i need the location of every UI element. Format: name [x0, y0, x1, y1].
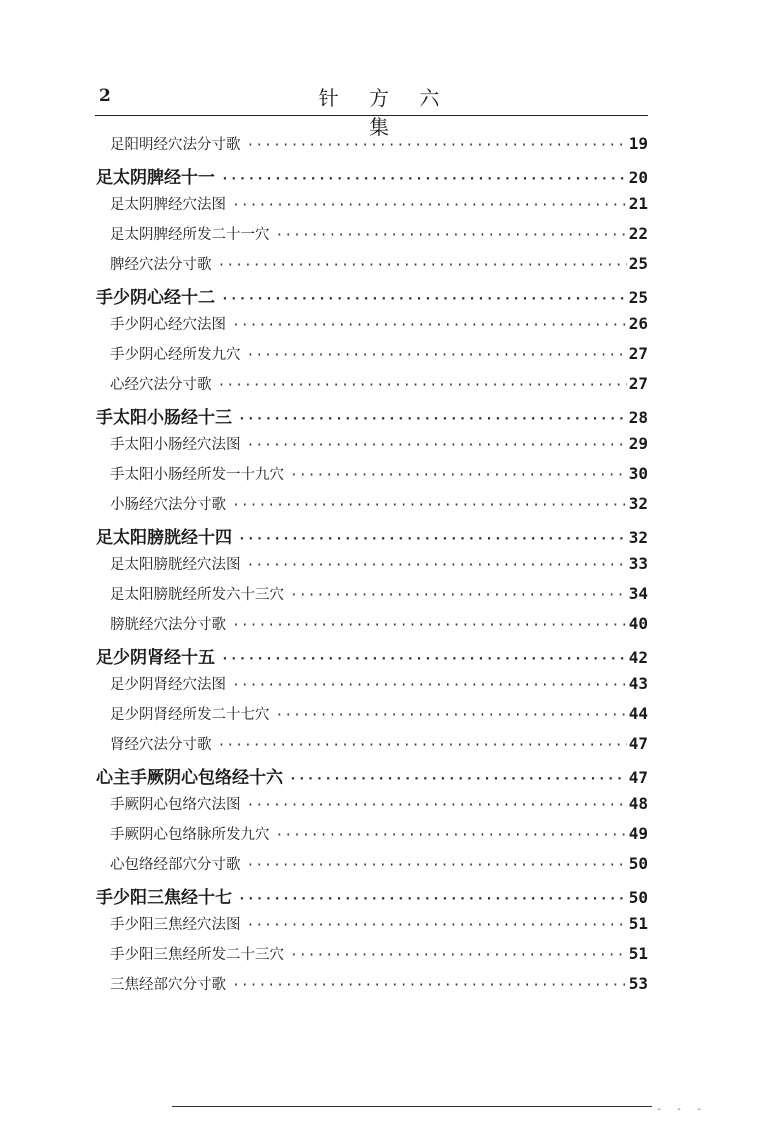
dot-leader: [221, 172, 627, 187]
toc-entry-label: 心包络经部穴分寸歌: [110, 857, 241, 873]
toc-section-entry: [96, 583, 648, 613]
header-rule: [95, 115, 648, 116]
dot-leader: [290, 468, 627, 483]
toc-section-entry: [96, 973, 648, 1003]
dot-leader: [276, 708, 627, 723]
toc-entry-label: 足阳明经穴法分寸歌: [110, 137, 241, 153]
toc-section-entry: [96, 433, 648, 463]
dot-leader: [232, 618, 627, 633]
dot-leader: [218, 378, 627, 393]
toc-entry-page: 19: [628, 134, 648, 153]
dot-leader: [276, 828, 627, 843]
toc-section-entry: [96, 673, 648, 703]
toc-entry-page: 47: [628, 734, 648, 753]
toc-section-entry: [96, 733, 648, 763]
toc-section-entry: [96, 133, 648, 163]
toc-entry-label: 手少阴心经所发九穴: [110, 347, 241, 363]
toc-chapter-entry: [96, 523, 648, 553]
toc-entry-label: 手太阳小肠经十三: [96, 408, 232, 428]
dot-leader: [221, 652, 627, 667]
toc-entry-label: 足少阴肾经穴法图: [110, 677, 226, 693]
toc-entry-label: 心经穴法分寸歌: [110, 377, 212, 393]
toc-section-entry: [96, 343, 648, 373]
toc-section-entry: [96, 823, 648, 853]
toc-entry-label: 心主手厥阴心包络经十六: [96, 768, 283, 788]
toc-entry-label: 足太阳膀胱经所发六十三穴: [110, 587, 284, 603]
toc-entry-page: 20: [628, 168, 648, 187]
dot-leader: [238, 532, 627, 547]
toc-entry-page: 32: [628, 528, 648, 547]
toc-entry-page: 44: [628, 704, 648, 723]
page-number: 2: [99, 86, 111, 106]
toc-entry-label: 三焦经部穴分寸歌: [110, 977, 226, 993]
toc-entry-page: 51: [628, 914, 648, 933]
toc-entry-label: 足太阳膀胱经穴法图: [110, 557, 241, 573]
toc-entry-label: 膀胱经穴法分寸歌: [110, 617, 226, 633]
running-title: 针 方 六 集: [318, 86, 452, 139]
dot-leader: [232, 198, 627, 213]
toc-entry-label: 手少阴心经穴法图: [110, 317, 226, 333]
toc-entry-page: 25: [628, 254, 648, 273]
dot-leader: [247, 558, 627, 573]
dot-leader: [247, 138, 627, 153]
dot-leader: [289, 772, 627, 787]
toc-entry-label: 足太阴脾经十一: [96, 168, 215, 188]
toc-entry-page: 27: [628, 344, 648, 363]
toc-section-entry: [96, 943, 648, 973]
toc-entry-page: 29: [628, 434, 648, 453]
toc-entry-page: 49: [628, 824, 648, 843]
toc-entry-page: 32: [628, 494, 648, 513]
toc-section-entry: [96, 313, 648, 343]
toc-entry-page: 43: [628, 674, 648, 693]
toc-chapter-entry: [96, 763, 648, 793]
toc-entry-label: 手少阳三焦经所发二十三穴: [110, 947, 284, 963]
toc-chapter-entry: [96, 283, 648, 313]
toc-entry-page: 22: [628, 224, 648, 243]
toc-entry-label: 足少阴肾经所发二十七穴: [110, 707, 270, 723]
toc-section-entry: [96, 493, 648, 523]
toc-entry-page: 33: [628, 554, 648, 573]
toc-section-entry: [96, 253, 648, 283]
toc-entry-label: 脾经穴法分寸歌: [110, 257, 212, 273]
toc-entry-label: 足太阴脾经所发二十一穴: [110, 227, 270, 243]
dot-leader: [247, 348, 627, 363]
toc-entry-page: 26: [628, 314, 648, 333]
dot-leader: [290, 588, 627, 603]
toc-section-entry: [96, 193, 648, 223]
toc-entry-label: 肾经穴法分寸歌: [110, 737, 212, 753]
toc-section-entry: [96, 373, 648, 403]
toc-section-entry: [96, 793, 648, 823]
toc-section-entry: [96, 463, 648, 493]
table-of-contents: [96, 133, 648, 1003]
dot-leader: [232, 978, 627, 993]
dot-leader: [221, 292, 627, 307]
dot-leader: [247, 918, 627, 933]
toc-entry-page: 21: [628, 194, 648, 213]
toc-chapter-entry: [96, 403, 648, 433]
toc-entry-page: 27: [628, 374, 648, 393]
toc-entry-page: 40: [628, 614, 648, 633]
dot-leader: [247, 858, 627, 873]
toc-entry-label: 手少阴心经十二: [96, 288, 215, 308]
dot-leader: [232, 318, 627, 333]
toc-entry-page: 42: [628, 648, 648, 667]
toc-entry-label: 手少阳三焦经穴法图: [110, 917, 241, 933]
dot-leader: [218, 738, 627, 753]
dot-leader: [247, 798, 627, 813]
toc-section-entry: [96, 613, 648, 643]
toc-chapter-entry: [96, 883, 648, 913]
footer-rule: [172, 1106, 652, 1107]
toc-section-entry: [96, 553, 648, 583]
dot-leader: [290, 948, 627, 963]
toc-entry-page: 50: [628, 854, 648, 873]
toc-entry-page: 30: [628, 464, 648, 483]
toc-entry-page: 50: [628, 888, 648, 907]
toc-entry-label: 手厥阴心包络穴法图: [110, 797, 241, 813]
toc-entry-label: 手太阳小肠经所发一十九穴: [110, 467, 284, 483]
toc-entry-page: 47: [628, 768, 648, 787]
toc-entry-label: 小肠经穴法分寸歌: [110, 497, 226, 513]
dot-leader: [232, 498, 627, 513]
dot-leader: [276, 228, 627, 243]
toc-entry-page: 28: [628, 408, 648, 427]
dot-leader: [232, 678, 627, 693]
dot-leader: [247, 438, 627, 453]
toc-entry-label: 手厥阴心包络脉所发九穴: [110, 827, 270, 843]
dot-leader: [238, 892, 627, 907]
toc-section-entry: [96, 703, 648, 733]
toc-entry-label: 足少阴肾经十五: [96, 648, 215, 668]
footer-dash: - - -: [656, 1104, 707, 1115]
toc-entry-page: 34: [628, 584, 648, 603]
dot-leader: [238, 412, 627, 427]
toc-chapter-entry: [96, 163, 648, 193]
toc-entry-label: 手少阳三焦经十七: [96, 888, 232, 908]
toc-entry-label: 足太阴脾经穴法图: [110, 197, 226, 213]
toc-entry-page: 48: [628, 794, 648, 813]
toc-entry-page: 51: [628, 944, 648, 963]
toc-entry-label: 足太阳膀胱经十四: [96, 528, 232, 548]
toc-entry-page: 53: [628, 974, 648, 993]
dot-leader: [218, 258, 627, 273]
toc-chapter-entry: [96, 643, 648, 673]
toc-entry-page: 25: [628, 288, 648, 307]
toc-section-entry: [96, 853, 648, 883]
toc-entry-label: 手太阳小肠经穴法图: [110, 437, 241, 453]
toc-section-entry: [96, 223, 648, 253]
toc-section-entry: [96, 913, 648, 943]
